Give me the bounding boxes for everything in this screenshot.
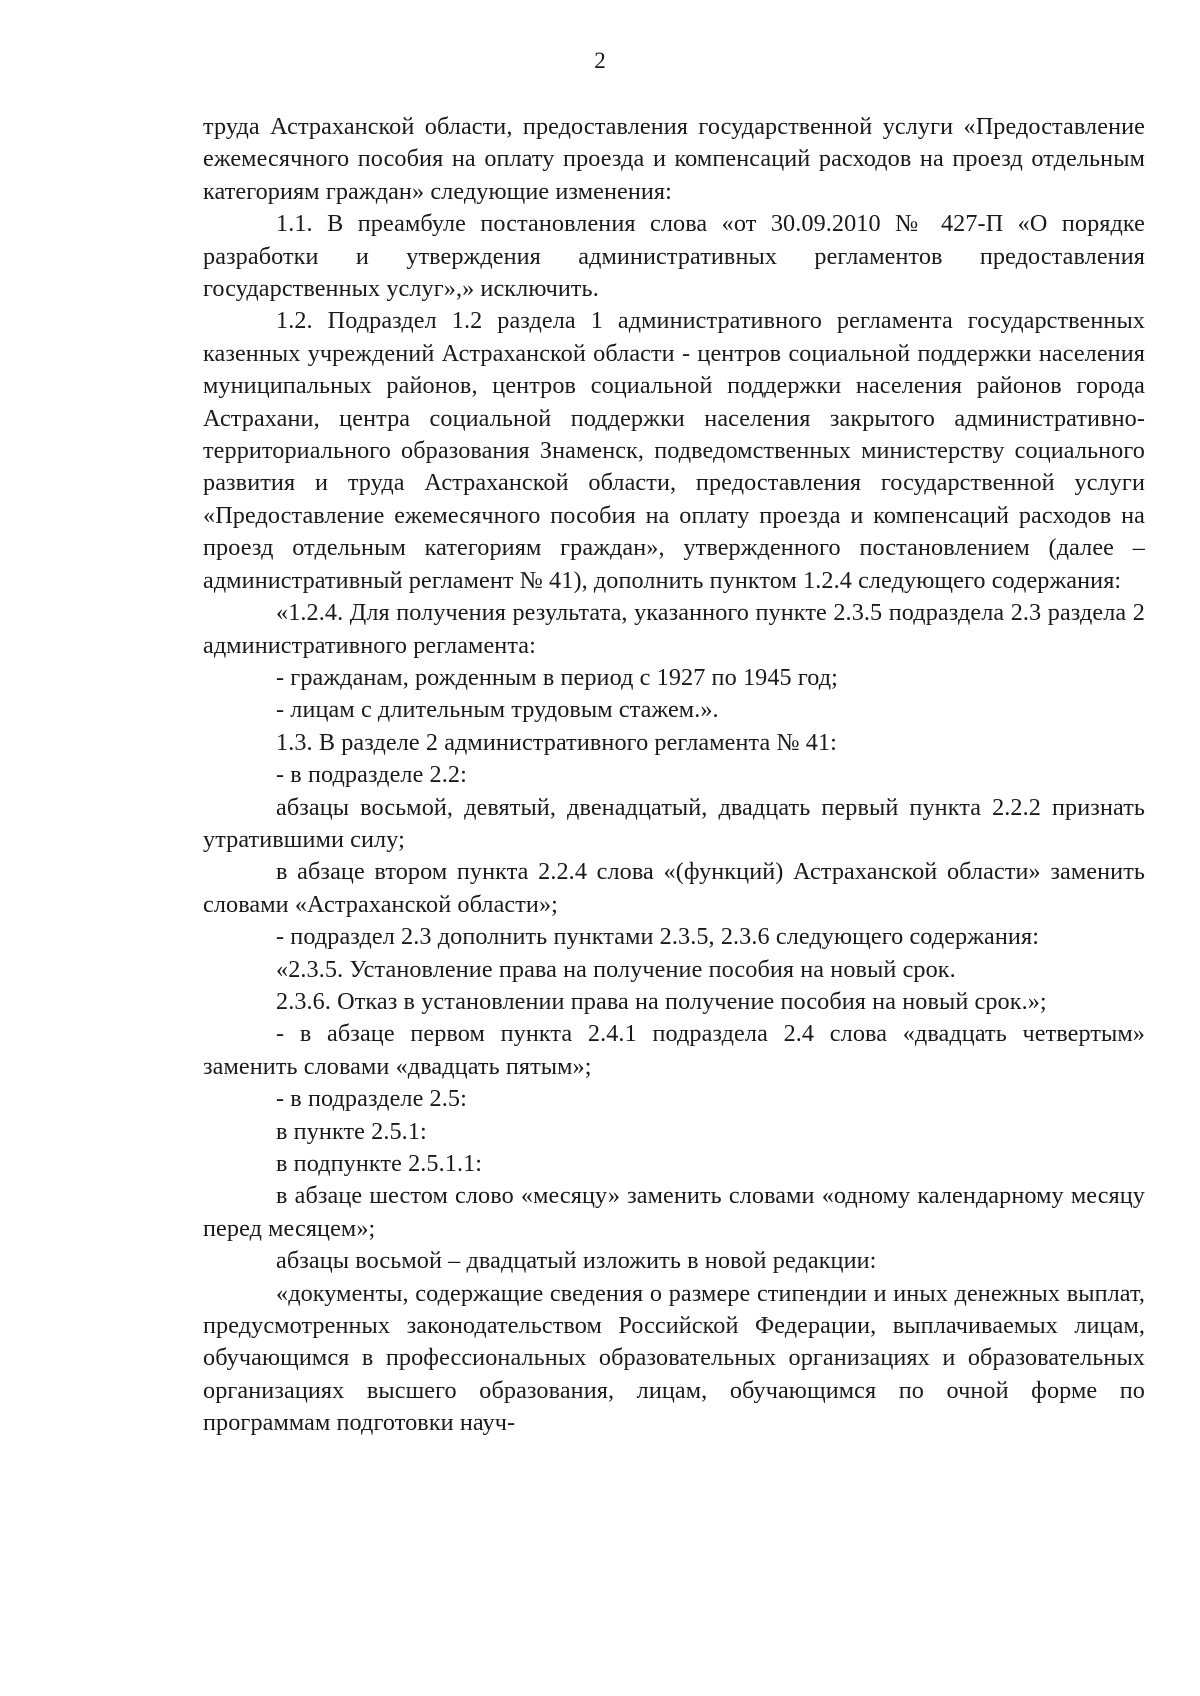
paragraph: абзацы восьмой, девятый, двенадцатый, двадцать первый пункта 2.2.2 признать утратившими силу; <box>203 793 1145 853</box>
paragraph: абзацы восьмой – двадцатый изложить в новой редакции: <box>276 1247 877 1275</box>
paragraph: в подпункте 2.5.1.1: <box>276 1150 483 1177</box>
paragraph: - в подразделе 2.2: <box>276 761 467 789</box>
paragraph: «2.3.5. Установление права на получение пособия на новый срок. <box>276 955 956 983</box>
paragraph: «1.2.4. Для получения результата, указанного пункте 2.3.5 подраздела 2.3 раздела 2 административного регламента: <box>203 599 1145 659</box>
paragraph: в абзаце втором пункта 2.2.4 слова «(функций) Астраханской области» заменить словами «Астраханской области»; <box>203 858 1145 918</box>
paragraph: - гражданам, рожденным в период с 1927 по 1945 год; <box>276 663 839 691</box>
paragraph: - в подразделе 2.5: <box>276 1085 467 1113</box>
paragraph: - лицам с длительным трудовым стажем.». <box>276 696 719 724</box>
paragraph: в пункте 2.5.1: <box>276 1117 427 1145</box>
paragraph: 2.3.6. Отказ в установлении права на получение пособия на новый срок.»; <box>276 987 1047 1015</box>
paragraph: - в абзаце первом пункта 2.4.1 подраздела 2.4 слова «двадцать четвертым» заменить словами «двадцать пятым»; <box>203 1020 1145 1080</box>
paragraph: 1.1. В преамбуле постановления слова «от 30.09.2010 № 427-П «О порядке разработки и утверждения административных регламентов предоставления государственных услуг»,» исключить. <box>203 210 1145 303</box>
paragraph: «документы, содержащие сведения о размере стипендии и иных денежных выплат, предусмотренных законодательством Российской Федерации, выплачиваемых лицам, обучающимся в профессиональных образовательных организациях и образовательных организациях высшего образования, лицам, обучающимся по очной форме по программам подготовки науч- <box>203 1279 1145 1437</box>
paragraph: - подраздел 2.3 дополнить пунктами 2.3.5, 2.3.6 следующего содержания: <box>276 923 1040 951</box>
paragraph: труда Астраханской области, предоставления государственной услуги «Предоставление ежемесячного пособия на оплату проезда и компенсаций расходов на проезд отдельным категориям граждан» следующие изменения: <box>203 113 1145 205</box>
paragraph: 1.3. В разделе 2 административного регламента № 41: <box>276 728 837 756</box>
document-body <box>203 111 1145 1440</box>
page-number: 2 <box>594 48 606 73</box>
paragraph: в абзаце шестом слово «месяцу» заменить словами «одному календарному месяцу перед месяцем»; <box>203 1182 1145 1242</box>
paragraph: 1.2. Подраздел 1.2 раздела 1 административного регламента государственных казенных учреждений Астраханской области - центров социальной поддержки населения муниципальных районов, центров социальной поддержки населения районов города Астрахани, центра социальной поддержки населения закрытого административно-территориального образования Знаменск, подведомственных министерству социального развития и труда Астраханской области, предоставления государственной услуги «Предоставление ежемесячного пособия на оплату проезда и компенсаций расходов на проезд отдельным категориям граждан», утвержденного постановлением (далее – административный регламент № 41), дополнить пунктом 1.2.4 следующего содержания: <box>203 307 1145 594</box>
